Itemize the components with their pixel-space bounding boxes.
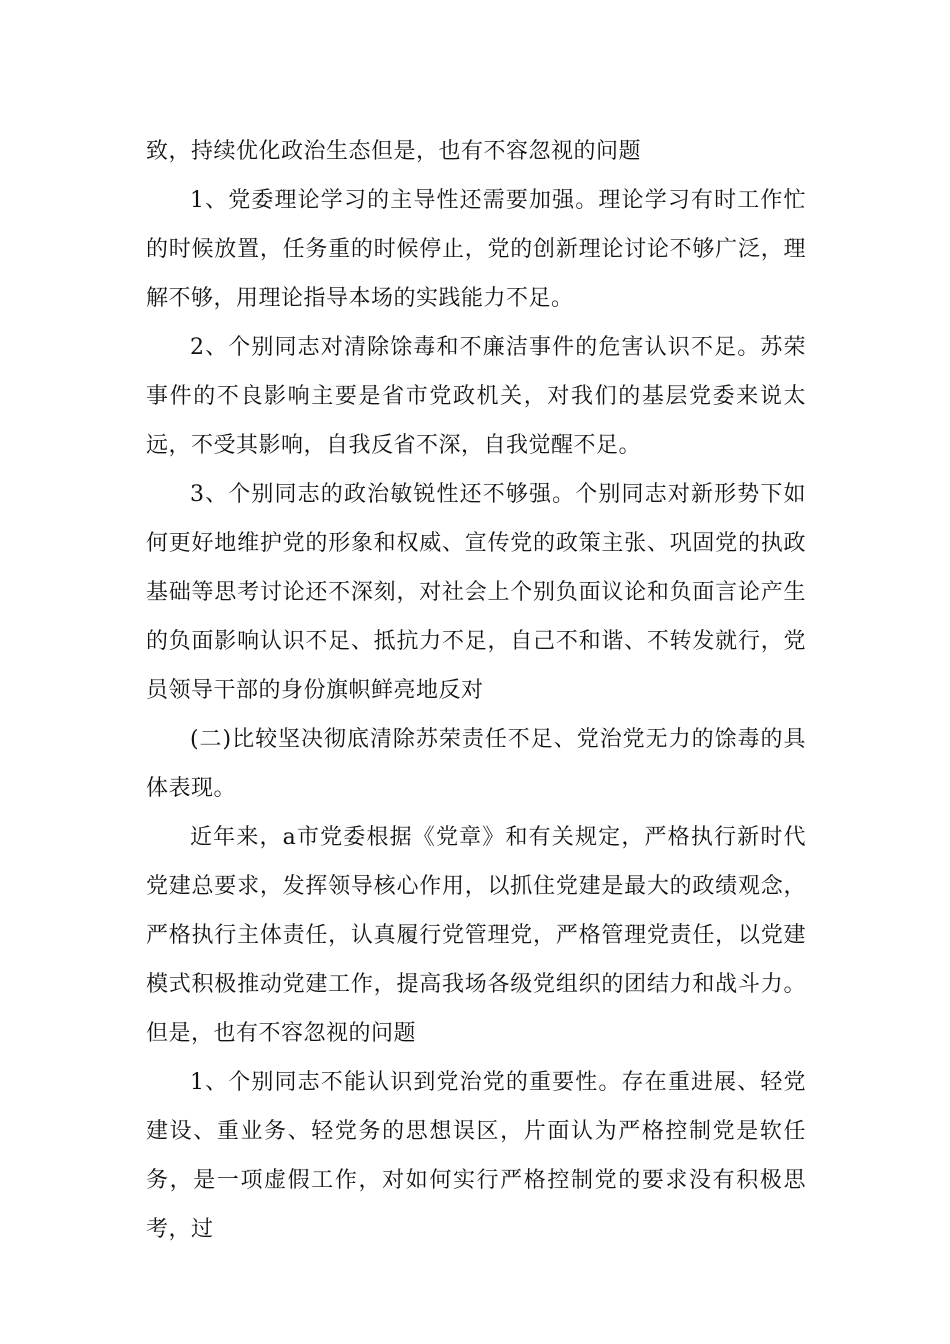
document-body bbox=[146, 127, 806, 1254]
paragraph-item-1b: 1、个别同志不能认识到党治党的重要性。存在重进展、轻党建设、重业务、轻党务的思想误区，片面认为严格控制党是软任务，是一项虚假工作，对如何实行严格控制党的要求没有积极思考，过 bbox=[146, 1070, 806, 1242]
paragraph-item-2: 2、个别同志对清除馀毒和不廉洁事件的危害认识不足。苏荣事件的不良影响主要是省市党政机关，对我们的基层党委来说太远，不受其影响，自我反省不深，自我觉醒不足。 bbox=[146, 335, 806, 458]
paragraph-continuation: 致，持续优化政治生态但是，也有不容忽视的问题 bbox=[146, 139, 642, 164]
paragraph-item-1: 1、党委理论学习的主导性还需要加强。理论学习有时工作忙的时候放置，任务重的时候停止，党的创新理论讨论不够广泛，理解不够，用理论指导本场的实践能力不足。 bbox=[146, 188, 806, 311]
paragraph-item-3: 3、个别同志的政治敏锐性还不够强。个别同志对新形势下如何更好地维护党的形象和权威、宣传党的政策主张、巩固党的执政基础等思考讨论还不深刻，对社会上个别负面议论和负面言论产生的负面影响认识不足、抵抗力不足，自己不和谐、不转发就行，党员领导干部的身份旗帜鲜亮地反对 bbox=[146, 482, 806, 703]
paragraph-intro: 近年来，a市党委根据《党章》和有关规定，严格执行新时代党建总要求，发挥领导核心作用，以抓住党建是最大的政绩观念，严格执行主体责任，认真履行党管理党，严格管理党责任，以党建模式积极推动党建工作，提高我场各级党组织的团结力和战斗力。但是，也有不容忽视的问题 bbox=[146, 825, 806, 1046]
section-heading-2: (二)比较坚决彻底清除苏荣责任不足、党治党无力的馀毒的具体表现。 bbox=[146, 727, 806, 801]
